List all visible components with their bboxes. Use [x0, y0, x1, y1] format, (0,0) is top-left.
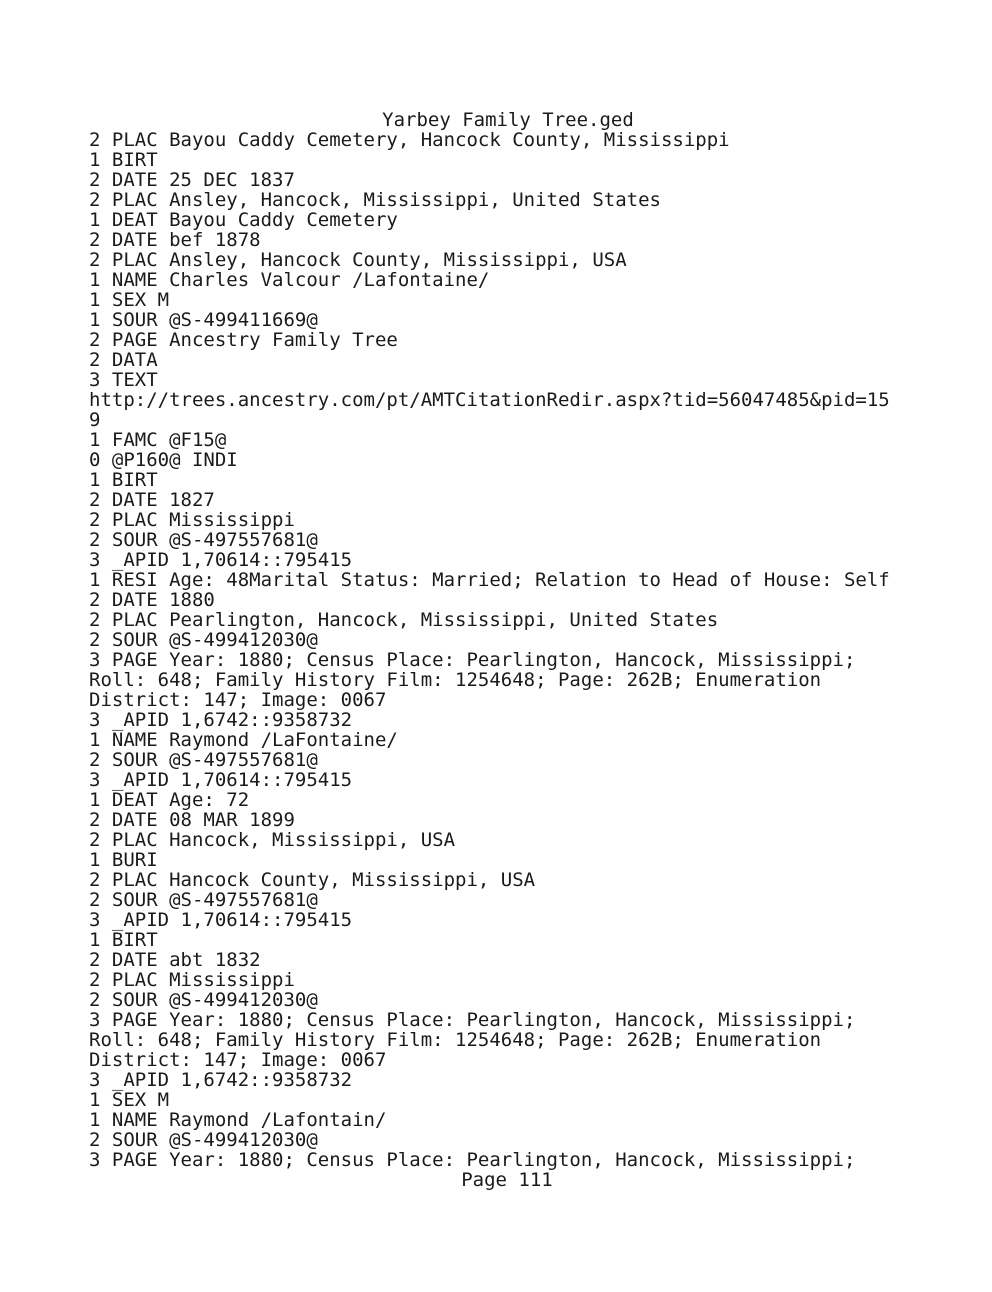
- gedcom-line: 3 _APID 1,70614::795415: [89, 549, 353, 571]
- gedcom-line: 1 FAMC @F15@: [89, 429, 227, 451]
- gedcom-line: District: 147; Image: 0067: [89, 1049, 387, 1071]
- gedcom-line: 2 DATE bef 1878: [89, 229, 261, 251]
- gedcom-line: 2 SOUR @S-497557681@: [89, 529, 318, 551]
- gedcom-line: 2 DATA: [89, 349, 158, 371]
- gedcom-line: Roll: 648; Family History Film: 1254648; Page: 262B; Enumeration: [89, 669, 822, 691]
- gedcom-text-body: [89, 130, 969, 1170]
- gedcom-line: 2 PLAC Ansley, Hancock County, Mississippi, USA: [89, 249, 627, 271]
- gedcom-line: 2 DATE abt 1832: [89, 949, 261, 971]
- gedcom-line: 1 DEAT Age: 72: [89, 789, 250, 811]
- gedcom-line: 0 @P160@ INDI: [89, 449, 238, 471]
- gedcom-line: 2 DATE 1880: [89, 589, 215, 611]
- gedcom-line: 2 DATE 1827: [89, 489, 215, 511]
- gedcom-line: 2 PLAC Bayou Caddy Cemetery, Hancock County, Mississippi: [89, 129, 730, 151]
- gedcom-line: 3 PAGE Year: 1880; Census Place: Pearlington, Hancock, Mississippi;: [89, 1149, 856, 1171]
- gedcom-line: 3 _APID 1,70614::795415: [89, 769, 353, 791]
- gedcom-line: 3 _APID 1,6742::9358732: [89, 709, 353, 731]
- gedcom-line: District: 147; Image: 0067: [89, 689, 387, 711]
- gedcom-line: 1 BURI: [89, 849, 158, 871]
- gedcom-line: 3 PAGE Year: 1880; Census Place: Pearlington, Hancock, Mississippi;: [89, 1009, 856, 1031]
- gedcom-line: 2 PLAC Hancock County, Mississippi, USA: [89, 869, 536, 891]
- gedcom-line: 3 _APID 1,6742::9358732: [89, 1069, 353, 1091]
- gedcom-line: 3 _APID 1,70614::795415: [89, 909, 353, 931]
- gedcom-line: 1 SOUR @S-499411669@: [89, 309, 318, 331]
- gedcom-line: 1 NAME Charles Valcour /Lafontaine/: [89, 269, 490, 291]
- gedcom-line: 1 SEX M: [89, 1089, 170, 1111]
- gedcom-line: 2 PLAC Mississippi: [89, 509, 295, 531]
- gedcom-line: 2 SOUR @S-499412030@: [89, 1129, 318, 1151]
- gedcom-line: http://trees.ancestry.com/pt/AMTCitationRedir.aspx?tid=56047485&pid=15: [89, 389, 890, 411]
- gedcom-line: 2 SOUR @S-499412030@: [89, 989, 318, 1011]
- gedcom-line: 3 PAGE Year: 1880; Census Place: Pearlington, Hancock, Mississippi;: [89, 649, 856, 671]
- page-number: Page 111: [461, 1169, 553, 1191]
- gedcom-line: Roll: 648; Family History Film: 1254648; Page: 262B; Enumeration: [89, 1029, 822, 1051]
- gedcom-line: 2 PLAC Mississippi: [89, 969, 295, 991]
- gedcom-line: 2 PLAC Hancock, Mississippi, USA: [89, 829, 456, 851]
- gedcom-line: 2 PLAC Ansley, Hancock, Mississippi, United States: [89, 189, 661, 211]
- gedcom-line: 1 NAME Raymond /Lafontain/: [89, 1109, 387, 1131]
- gedcom-line: 1 RESI Age: 48Marital Status: Married; Relation to Head of House: Self: [89, 569, 890, 591]
- gedcom-line: 2 DATE 25 DEC 1837: [89, 169, 295, 191]
- gedcom-line: 2 SOUR @S-497557681@: [89, 889, 318, 911]
- gedcom-line: 2 SOUR @S-497557681@: [89, 749, 318, 771]
- gedcom-line: 1 DEAT Bayou Caddy Cemetery: [89, 209, 398, 231]
- gedcom-line: 2 DATE 08 MAR 1899: [89, 809, 295, 831]
- gedcom-line: 1 BIRT: [89, 929, 158, 951]
- gedcom-line: 1 BIRT: [89, 149, 158, 171]
- gedcom-line: 2 PAGE Ancestry Family Tree: [89, 329, 398, 351]
- gedcom-line: 1 NAME Raymond /LaFontaine/: [89, 729, 398, 751]
- gedcom-line: 1 SEX M: [89, 289, 170, 311]
- gedcom-line: 2 SOUR @S-499412030@: [89, 629, 318, 651]
- gedcom-line: 1 BIRT: [89, 469, 158, 491]
- gedcom-line: 2 PLAC Pearlington, Hancock, Mississippi, United States: [89, 609, 719, 631]
- gedcom-line: 9: [89, 409, 101, 431]
- document-title: Yarbey Family Tree.ged: [382, 109, 634, 131]
- gedcom-line: 3 TEXT: [89, 369, 158, 391]
